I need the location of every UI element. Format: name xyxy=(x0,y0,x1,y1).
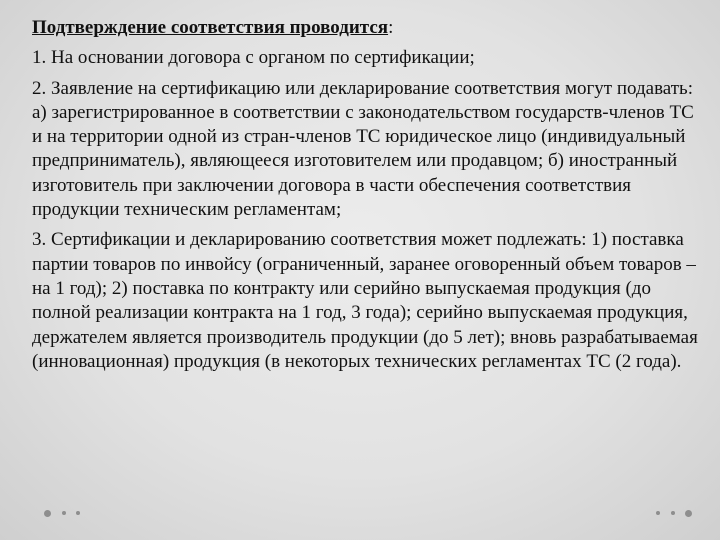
decor-dots-left xyxy=(44,508,80,518)
decor-dots-right xyxy=(656,508,692,518)
item-1: 1. На основании договора с органом по сертификации; xyxy=(32,47,475,69)
slide-content xyxy=(32,16,700,380)
decor-dot xyxy=(685,510,692,517)
heading-colon: : xyxy=(388,17,394,38)
slide-heading: Подтверждение соответствия проводится xyxy=(32,17,389,38)
heading-line xyxy=(32,16,700,40)
decor-dot xyxy=(671,511,675,515)
decor-dot xyxy=(44,510,51,517)
decor-dot xyxy=(656,511,660,515)
decor-dot xyxy=(76,511,80,515)
item-3: 3. Сертификации и декларированию соответствия может подлежать: 1) поставка партии товаров по инвойсу (ограниченный, заранее оговоренный объем товаров – на 1 год); 2) поставка по контракту или серийно выпускаемая продукция (до полной реализации контракта на 1 год, 3 года); серийно выпускаемая продукция, держателем является производитель продукции (до 5 лет); вновь разрабатываемая (инновационная) продукция (в некоторых технических регламентах ТС (2 года). xyxy=(32,229,698,372)
item-2: 2. Заявление на сертификацию или декларирование соответствия могут подавать: а) зарегистрированное в соответствии с законодательством государств-членов ТС и на территории одной из стран-членов ТС юридическое лицо (индивидуальный предприниматель), являющееся изготовителем или продавцом; б) иностранный изготовитель при заключении договора в части обеспечения соответствия продукции техническим регламентам; xyxy=(32,77,694,221)
decor-dot xyxy=(62,511,66,515)
